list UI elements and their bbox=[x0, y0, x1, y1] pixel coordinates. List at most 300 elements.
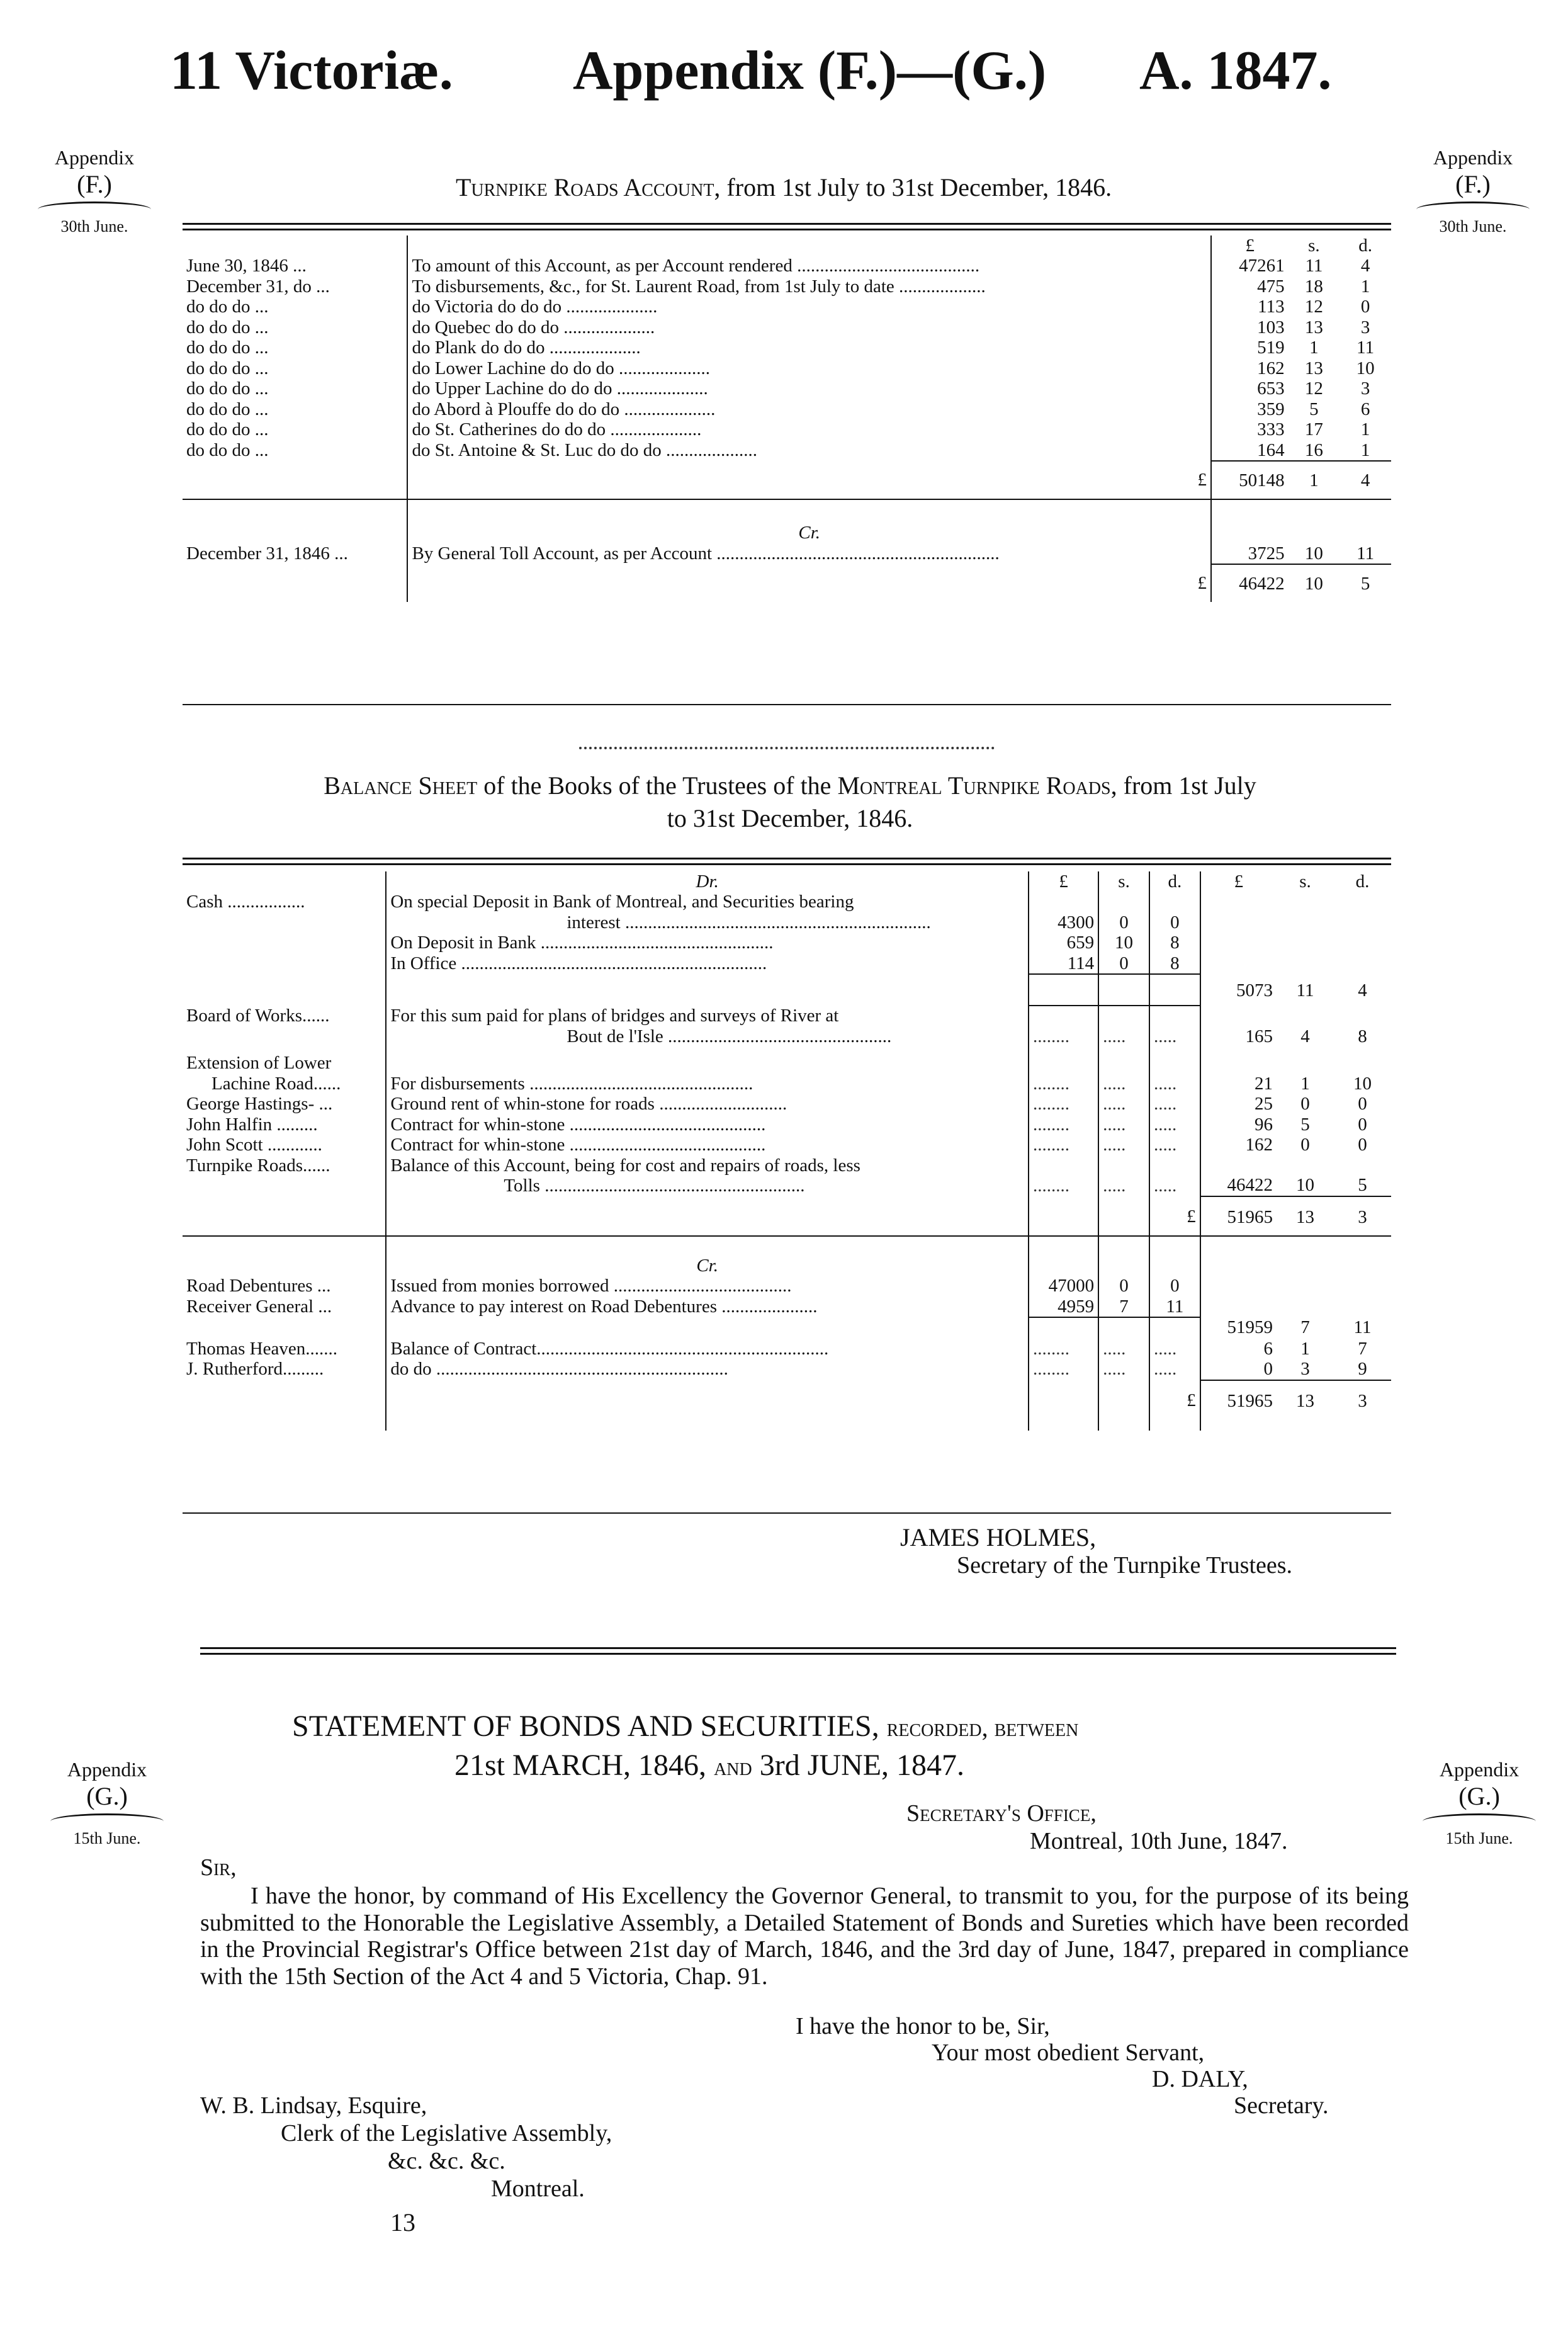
cell bbox=[1334, 1276, 1391, 1296]
row-shillings: 7 bbox=[1098, 1296, 1149, 1317]
cell bbox=[1334, 1296, 1391, 1317]
cell bbox=[386, 1317, 1029, 1339]
row-pounds: 96 bbox=[1200, 1114, 1277, 1135]
row-label: George Hastings- ... bbox=[183, 1094, 386, 1114]
subtotal-row bbox=[183, 974, 1391, 1006]
row-shillings: 3 bbox=[1300, 1359, 1310, 1380]
row-pounds: 103 bbox=[1211, 317, 1289, 337]
cell bbox=[1149, 1256, 1200, 1276]
cell: ..... bbox=[1149, 1359, 1200, 1380]
margin-date: 15th June. bbox=[1445, 1829, 1513, 1847]
cell bbox=[386, 1196, 1029, 1236]
cell: ..... bbox=[1098, 1094, 1149, 1114]
cell: ..... bbox=[1149, 1135, 1200, 1155]
row-shillings: 12 bbox=[1304, 378, 1323, 399]
row-description: Balance of Contract................................................................ bbox=[386, 1339, 1029, 1359]
cell: ..... bbox=[1098, 1114, 1149, 1135]
cell: ........ bbox=[1029, 1006, 1098, 1046]
row-pounds: 4959 bbox=[1029, 1296, 1098, 1317]
cell bbox=[1289, 523, 1340, 543]
row-shillings: 12 bbox=[1304, 297, 1323, 317]
row-pence: 11 bbox=[1149, 1296, 1200, 1317]
page-header bbox=[170, 39, 1404, 115]
margin-label: Appendix bbox=[1433, 146, 1513, 169]
cr-label-row bbox=[183, 1256, 1391, 1276]
row-pence: 5 bbox=[1358, 1175, 1367, 1196]
cell bbox=[1029, 1380, 1098, 1431]
row-pence: 0 bbox=[1360, 297, 1370, 317]
total-shillings: 13 bbox=[1277, 1380, 1334, 1431]
cr-label-row bbox=[183, 523, 1391, 543]
cell bbox=[183, 499, 407, 523]
margin-date: 30th June. bbox=[1439, 217, 1507, 235]
cell bbox=[1200, 1236, 1277, 1256]
row-pounds: 359 bbox=[1211, 399, 1289, 419]
row-label: Road Debentures ... bbox=[183, 1276, 386, 1296]
cell bbox=[183, 1196, 386, 1236]
row-description: Issued from monies borrowed ....................................... bbox=[386, 1276, 1029, 1296]
page-number: 13 bbox=[390, 2208, 415, 2237]
table-row bbox=[183, 378, 1391, 399]
row-shillings: 1 bbox=[1300, 1338, 1310, 1359]
row-shillings: 5 bbox=[1300, 1114, 1310, 1135]
table-row bbox=[183, 1094, 1391, 1114]
row-pence: 11 bbox=[1356, 337, 1375, 358]
col-head-shillings: s. bbox=[1098, 871, 1149, 892]
cell bbox=[1334, 1236, 1391, 1256]
cell bbox=[1098, 1317, 1149, 1339]
row-pence: 1 bbox=[1360, 440, 1370, 460]
title-text: 3rd JUNE, 1847. bbox=[759, 1749, 965, 1782]
row-shillings: 0 bbox=[1098, 1276, 1149, 1296]
cell: ..... bbox=[1149, 1006, 1200, 1046]
closing-line-1: I have the honor to be, Sir, bbox=[796, 2013, 1050, 2039]
total-pounds: 50148 bbox=[1211, 461, 1289, 499]
row-description bbox=[386, 1006, 1029, 1046]
total-symbol: £ bbox=[407, 461, 1211, 499]
row-shillings: 1 bbox=[1300, 1073, 1310, 1094]
brace-icon bbox=[50, 1813, 164, 1829]
margin-label: Appendix bbox=[54, 146, 135, 169]
row-date: December 31, do ... bbox=[183, 276, 407, 297]
row-pence: 0 bbox=[1358, 1094, 1367, 1114]
addressee-line-3: &c. &c. &c. bbox=[388, 2148, 505, 2174]
signature-name: JAMES HOLMES, bbox=[900, 1523, 1097, 1551]
title-text: STATEMENT OF BONDS AND SECURITIES, bbox=[292, 1710, 879, 1743]
row-description: Advance to pay interest on Road Debentures ..................... bbox=[386, 1296, 1029, 1317]
cell bbox=[183, 523, 407, 543]
subtotal-pence: 4 bbox=[1358, 980, 1367, 1001]
row-date: do do do ... bbox=[183, 440, 407, 461]
addressee-line-2: Clerk of the Legislative Assembly, bbox=[281, 2120, 612, 2147]
margin-note-bottom-right bbox=[1410, 1758, 1548, 1848]
table-row bbox=[183, 543, 1391, 564]
cell bbox=[183, 235, 407, 256]
row-description bbox=[386, 1155, 1029, 1196]
total-shillings: 10 bbox=[1289, 564, 1340, 602]
table-row bbox=[183, 1006, 1391, 1046]
ornamental-divider bbox=[579, 740, 995, 749]
row-label: Thomas Heaven....... bbox=[183, 1339, 386, 1359]
table-bottom-rule bbox=[183, 704, 1391, 705]
margin-date: 30th June. bbox=[60, 217, 128, 235]
total-pence: 3 bbox=[1334, 1196, 1391, 1236]
cell: ........ bbox=[1029, 1046, 1098, 1094]
label-line-1: Extension of Lower bbox=[186, 1053, 332, 1074]
cell bbox=[183, 953, 386, 974]
salutation: Sir, bbox=[200, 1854, 237, 1881]
row-shillings: 10 bbox=[1304, 543, 1323, 564]
title-text: 21st MARCH, 1846, bbox=[454, 1749, 707, 1782]
row-pounds: 25 bbox=[1200, 1094, 1277, 1114]
row-pounds: 333 bbox=[1211, 419, 1289, 440]
row-pounds: 3725 bbox=[1211, 543, 1289, 564]
row-pounds: 0 bbox=[1200, 1359, 1277, 1380]
cell bbox=[1277, 1276, 1334, 1296]
cell bbox=[1098, 974, 1149, 1006]
total-row bbox=[183, 1196, 1391, 1236]
title-end: from 1st July bbox=[1117, 771, 1256, 800]
spacer-row bbox=[183, 1236, 1391, 1256]
row-pounds: 47000 bbox=[1029, 1276, 1098, 1296]
dr-label: Dr. bbox=[386, 871, 1029, 892]
desc-line-1: Balance of this Account, being for cost and repairs of roads, less bbox=[390, 1155, 860, 1176]
row-pence: 0 bbox=[1149, 892, 1200, 933]
row-pounds: 653 bbox=[1211, 378, 1289, 399]
cell bbox=[183, 564, 407, 602]
row-label: Receiver General ... bbox=[183, 1296, 386, 1317]
addressee-line-4: Montreal. bbox=[491, 2175, 585, 2202]
total-pence: 5 bbox=[1340, 564, 1391, 602]
cell bbox=[1200, 892, 1277, 933]
cell bbox=[1289, 499, 1340, 523]
table-row bbox=[183, 933, 1391, 953]
row-shillings: 4 bbox=[1300, 1026, 1310, 1046]
cell bbox=[1029, 1317, 1098, 1339]
signer-title: Secretary. bbox=[1234, 2092, 1329, 2119]
col-head-pence: d. bbox=[1358, 235, 1372, 256]
row-pence: 10 bbox=[1353, 1073, 1372, 1094]
margin-note-top-left bbox=[25, 146, 164, 236]
header-appendix: Appendix (F.)—(G.) bbox=[573, 40, 1047, 101]
header-session: 11 Victoriæ. bbox=[170, 40, 453, 101]
cell bbox=[407, 499, 1211, 523]
turnpike-rows bbox=[183, 256, 1391, 461]
total-symbol: £ bbox=[1149, 1380, 1200, 1431]
row-pounds: 6 bbox=[1200, 1339, 1277, 1359]
row-pounds: 164 bbox=[1211, 440, 1289, 461]
row-date: June 30, 1846 ... bbox=[183, 256, 407, 276]
table-row bbox=[183, 358, 1391, 378]
cell: ..... bbox=[1149, 1114, 1200, 1135]
cell bbox=[1211, 523, 1289, 543]
signer-name: D. DALY, bbox=[1152, 2066, 1248, 2092]
cell: ..... bbox=[1098, 1135, 1149, 1155]
turnpike-account-title bbox=[183, 173, 1385, 202]
row-shillings: 13 bbox=[1304, 317, 1323, 337]
table-bottom-rule bbox=[183, 1512, 1391, 1514]
row-pounds: 165 bbox=[1200, 1006, 1277, 1046]
table-row bbox=[183, 1339, 1391, 1359]
row-pounds: 21 bbox=[1200, 1046, 1277, 1094]
row-pounds: 162 bbox=[1200, 1135, 1277, 1155]
office-line: Secretary's Office, bbox=[906, 1800, 1097, 1827]
row-description: do Plank do do do .................... bbox=[407, 337, 1211, 358]
row-pounds: 4300 bbox=[1029, 892, 1098, 933]
cell bbox=[1200, 1276, 1277, 1296]
row-pence: 1 bbox=[1360, 419, 1370, 440]
table-row bbox=[183, 1135, 1391, 1155]
cell bbox=[183, 461, 407, 499]
cell: ..... bbox=[1149, 1339, 1200, 1359]
cell bbox=[1029, 1256, 1098, 1276]
cell bbox=[1098, 1380, 1149, 1431]
cell: ..... bbox=[1098, 1006, 1149, 1046]
total-pounds: 46422 bbox=[1211, 564, 1289, 602]
cell bbox=[1029, 974, 1098, 1006]
cell: ..... bbox=[1098, 1359, 1149, 1380]
row-date: do do do ... bbox=[183, 297, 407, 317]
title-line-2: to 31st December, 1846. bbox=[667, 804, 913, 832]
header-year: A. 1847. bbox=[1139, 40, 1332, 101]
row-pounds: 113 bbox=[1211, 297, 1289, 317]
total-pounds: 51965 bbox=[1200, 1380, 1277, 1431]
addressee-line-1: W. B. Lindsay, Esquire, bbox=[200, 2092, 427, 2119]
cell bbox=[1334, 1256, 1391, 1276]
total-pence: 4 bbox=[1340, 461, 1391, 499]
row-description bbox=[386, 892, 1029, 933]
row-shillings: 16 bbox=[1304, 440, 1323, 460]
margin-date: 15th June. bbox=[73, 1829, 141, 1847]
cell bbox=[183, 1317, 386, 1339]
statement-title-line-2 bbox=[454, 1748, 964, 1783]
cell: ........ bbox=[1029, 1339, 1098, 1359]
cell bbox=[386, 1236, 1029, 1256]
row-label: Turnpike Roads...... bbox=[183, 1155, 386, 1196]
cell bbox=[183, 1380, 386, 1431]
row-description: By General Toll Account, as per Account .............................................................. bbox=[407, 543, 1211, 564]
table-row bbox=[183, 1296, 1391, 1317]
cell bbox=[1334, 892, 1391, 933]
row-pence: 0 bbox=[1358, 1114, 1367, 1135]
cell: ..... bbox=[1149, 1046, 1200, 1094]
cell: ..... bbox=[1149, 1155, 1200, 1196]
table-row bbox=[183, 440, 1391, 461]
row-pounds: 46422 bbox=[1200, 1155, 1277, 1196]
row-description: do St. Catherines do do do .................... bbox=[407, 419, 1211, 440]
subtotal-shillings: 11 bbox=[1296, 980, 1314, 1001]
cell bbox=[1098, 1196, 1149, 1236]
margin-letter: (G.) bbox=[86, 1782, 128, 1810]
desc-line-1: On special Deposit in Bank of Montreal, and Securities bearing bbox=[390, 892, 854, 912]
desc-line-2: Tolls ......................................................... bbox=[504, 1176, 805, 1196]
total-row bbox=[183, 461, 1391, 499]
margin-note-top-right bbox=[1404, 146, 1542, 236]
double-rule bbox=[200, 1647, 1396, 1655]
row-label: John Scott ............ bbox=[183, 1135, 386, 1155]
cell bbox=[1200, 953, 1277, 974]
total-row bbox=[183, 564, 1391, 602]
row-date: do do do ... bbox=[183, 358, 407, 378]
row-pence: 8 bbox=[1149, 933, 1200, 953]
spacer-row bbox=[183, 499, 1391, 523]
title-rest: from 1st July to 31st December, 1846. bbox=[720, 173, 1112, 201]
cell bbox=[1200, 1296, 1277, 1317]
closing-line-2: Your most obedient Servant, bbox=[932, 2039, 1205, 2066]
row-label: Cash ................. bbox=[183, 892, 386, 933]
row-description: do Victoria do do do .................... bbox=[407, 297, 1211, 317]
row-pence: 8 bbox=[1149, 953, 1200, 974]
table-row bbox=[183, 399, 1391, 419]
row-pence: 3 bbox=[1360, 317, 1370, 337]
margin-letter: (F.) bbox=[77, 170, 112, 198]
brace-icon bbox=[38, 201, 151, 217]
margin-note-bottom-left bbox=[38, 1758, 176, 1848]
dr-head-row bbox=[183, 871, 1391, 892]
cell bbox=[407, 235, 1211, 256]
row-shillings: 0 bbox=[1300, 1094, 1310, 1114]
label-line-2: Lachine Road...... bbox=[212, 1073, 341, 1094]
row-label: John Halfin ......... bbox=[183, 1114, 386, 1135]
row-shillings: 11 bbox=[1305, 256, 1323, 276]
row-pence: 1 bbox=[1360, 276, 1370, 297]
cell bbox=[1334, 953, 1391, 974]
row-shillings: 1 bbox=[1309, 337, 1319, 358]
cell bbox=[1149, 974, 1200, 1006]
cell bbox=[1277, 953, 1334, 974]
margin-label: Appendix bbox=[67, 1758, 147, 1781]
row-description: do Upper Lachine do do do .................... bbox=[407, 378, 1211, 399]
cell: ..... bbox=[1149, 1094, 1200, 1114]
subtotal-pounds: 5073 bbox=[1200, 974, 1277, 1006]
cr-label: Cr. bbox=[386, 1256, 1029, 1276]
cell bbox=[1340, 499, 1391, 523]
title-small-caps: Montreal Turnpike Roads, bbox=[837, 771, 1117, 800]
cell bbox=[386, 974, 1029, 1006]
title-small-caps: and bbox=[714, 1752, 752, 1781]
desc-line-1: For this sum paid for plans of bridges and surveys of River at bbox=[390, 1006, 839, 1026]
table-row bbox=[183, 317, 1391, 337]
table-row bbox=[183, 1276, 1391, 1296]
cell bbox=[1098, 1256, 1149, 1276]
balance-sheet-table bbox=[183, 871, 1391, 1431]
cell bbox=[183, 933, 386, 953]
row-date: do do do ... bbox=[183, 317, 407, 337]
cell bbox=[183, 974, 386, 1006]
row-label: J. Rutherford......... bbox=[183, 1359, 386, 1380]
cell: ........ bbox=[1029, 1094, 1098, 1114]
row-pence: 0 bbox=[1149, 1276, 1200, 1296]
table-row bbox=[183, 419, 1391, 440]
row-pounds: 114 bbox=[1029, 953, 1098, 974]
col-head-pounds: £ bbox=[1200, 871, 1277, 892]
row-date: do do do ... bbox=[183, 399, 407, 419]
row-pence: 9 bbox=[1358, 1359, 1367, 1380]
cell: ..... bbox=[1098, 1155, 1149, 1196]
table-row bbox=[183, 1114, 1391, 1135]
cell bbox=[183, 871, 386, 892]
cell bbox=[1029, 1196, 1098, 1236]
cell bbox=[1098, 1236, 1149, 1256]
row-pounds: 519 bbox=[1211, 337, 1289, 358]
cell bbox=[1277, 892, 1334, 933]
total-symbol: £ bbox=[407, 564, 1211, 602]
row-pence: 10 bbox=[1356, 358, 1375, 378]
cr-label: Cr. bbox=[407, 523, 1211, 543]
cell bbox=[1277, 1236, 1334, 1256]
row-pounds: 475 bbox=[1211, 276, 1289, 297]
brace-icon bbox=[1423, 1813, 1536, 1829]
row-shillings: 18 bbox=[1304, 276, 1323, 297]
col-head-pence: d. bbox=[1149, 871, 1200, 892]
cell bbox=[1211, 499, 1289, 523]
cell: ..... bbox=[1098, 1339, 1149, 1359]
total-shillings: 1 bbox=[1289, 461, 1340, 499]
title-small-caps: Turnpike Roads Account, bbox=[455, 173, 721, 201]
row-pence: 3 bbox=[1360, 378, 1370, 399]
cell bbox=[1340, 523, 1391, 543]
row-shillings: 0 bbox=[1300, 1135, 1310, 1155]
cell bbox=[386, 1380, 1029, 1431]
row-shillings: 0 bbox=[1098, 892, 1149, 933]
row-description: do Quebec do do do .................... bbox=[407, 317, 1211, 337]
row-description: To disbursements, &c., for St. Laurent Road, from 1st July to date ................... bbox=[407, 276, 1211, 297]
cell bbox=[1149, 1236, 1200, 1256]
col-head-pence: d. bbox=[1355, 871, 1370, 892]
table-row bbox=[183, 953, 1391, 974]
row-shillings: 13 bbox=[1304, 358, 1323, 378]
cell: ........ bbox=[1029, 1135, 1098, 1155]
total-pence: 3 bbox=[1334, 1380, 1391, 1431]
row-pence: 11 bbox=[1356, 543, 1375, 564]
cell bbox=[183, 1236, 386, 1256]
cell bbox=[1277, 933, 1334, 953]
row-description: Contract for whin-stone ........................................... bbox=[386, 1114, 1029, 1135]
row-description: do Abord à Plouffe do do do .................... bbox=[407, 399, 1211, 419]
total-pounds: 51965 bbox=[1200, 1196, 1277, 1236]
cell bbox=[1277, 1296, 1334, 1317]
row-pence: 4 bbox=[1360, 256, 1370, 276]
table-header-row bbox=[183, 235, 1391, 256]
cell bbox=[1200, 933, 1277, 953]
table-row bbox=[183, 1359, 1391, 1380]
total-symbol: £ bbox=[1149, 1196, 1200, 1236]
row-shillings: 5 bbox=[1309, 399, 1319, 419]
row-description: do St. Antoine & St. Luc do do do .................... bbox=[407, 440, 1211, 461]
row-description: To amount of this Account, as per Account rendered ........................................ bbox=[407, 256, 1211, 276]
row-pounds: 162 bbox=[1211, 358, 1289, 378]
total-row bbox=[183, 1380, 1391, 1431]
cell bbox=[1200, 1256, 1277, 1276]
row-description: Contract for whin-stone ........................................... bbox=[386, 1135, 1029, 1155]
row-date: December 31, 1846 ... bbox=[183, 543, 407, 564]
turnpike-account-table bbox=[183, 235, 1391, 602]
total-shillings: 13 bbox=[1277, 1196, 1334, 1236]
row-shillings: 10 bbox=[1296, 1175, 1315, 1196]
row-description: do Lower Lachine do do do .................... bbox=[407, 358, 1211, 378]
row-description: Ground rent of whin-stone for roads ............................ bbox=[386, 1094, 1029, 1114]
row-description: For disbursements ................................................. bbox=[386, 1046, 1029, 1094]
cell bbox=[1334, 933, 1391, 953]
row-pence: 7 bbox=[1358, 1338, 1367, 1359]
subtotal-row bbox=[183, 1317, 1391, 1339]
row-pence: 6 bbox=[1360, 399, 1370, 419]
balance-sheet-title bbox=[195, 769, 1385, 835]
brace-icon bbox=[1416, 201, 1530, 217]
title-mid: of the Books of the Trustees of the bbox=[477, 771, 838, 800]
table-row bbox=[183, 337, 1391, 358]
row-label bbox=[183, 1046, 386, 1094]
